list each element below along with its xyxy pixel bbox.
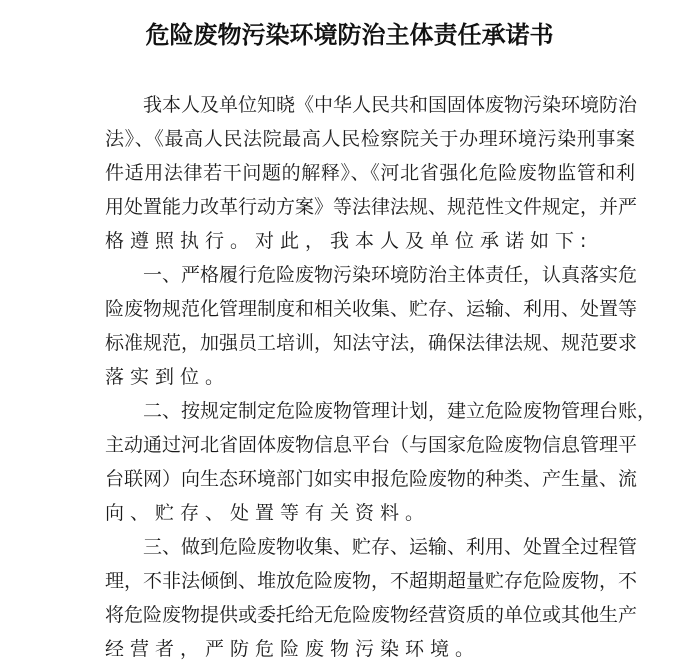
paragraph-line: 格遵照执行。对此，我本人及单位承诺如下: xyxy=(105,230,593,252)
paragraph-line: 台联网）向生态环境部门如实申报危险废物的种类、产生量、流 xyxy=(105,468,638,490)
paragraph-line: 落实到位。 xyxy=(105,366,231,388)
paragraph-line: 向、贮存、处置等有关资料。 xyxy=(105,502,431,524)
paragraph-line: 主动通过河北省固体废物信息平台（与国家危险废物信息管理平 xyxy=(105,434,638,456)
paragraph-line: 件适用法律若干问题的解释》、《河北省强化危险废物监管和利 xyxy=(105,162,635,184)
document-body xyxy=(105,88,657,666)
document-title: 危险废物污染环境防治主体责任承诺书 xyxy=(145,20,554,49)
paragraph xyxy=(105,394,657,530)
paragraph-line: 用处置能力改革行动方案》等法律法规、规范性文件规定，并严 xyxy=(105,196,638,218)
paragraph-line: 二、按规定制定危险废物管理计划，建立危险废物管理台账， xyxy=(143,400,657,422)
paragraph xyxy=(105,258,638,394)
paragraph-line: 经营者，严防危险废物污染环境。 xyxy=(105,638,481,660)
paragraph xyxy=(105,88,638,258)
paragraph-line: 理，不非法倾倒、堆放危险废物，不超期超量贮存危险废物，不 xyxy=(105,570,638,592)
paragraph xyxy=(105,530,638,666)
paragraph-line: 三、做到危险废物收集、贮存、运输、利用、处置全过程管 xyxy=(143,536,638,558)
paragraph-line: 法》、《最高人民法院最高人民检察院关于办理环境污染刑事案 xyxy=(105,128,635,150)
paragraph-line: 一、严格履行危险废物污染环境防治主体责任，认真落实危 xyxy=(143,264,638,286)
paragraph-line: 我本人及单位知晓《中华人民共和国固体废物污染环境防治 xyxy=(143,94,638,116)
paragraph-line: 标准规范，加强员工培训，知法守法，确保法律法规、规范要求 xyxy=(105,332,638,354)
paragraph-line: 将危险废物提供或委托给无危险废物经营资质的单位或其他生产 xyxy=(105,604,638,626)
paragraph-line: 险废物规范化管理制度和相关收集、贮存、运输、利用、处置等 xyxy=(105,298,638,320)
